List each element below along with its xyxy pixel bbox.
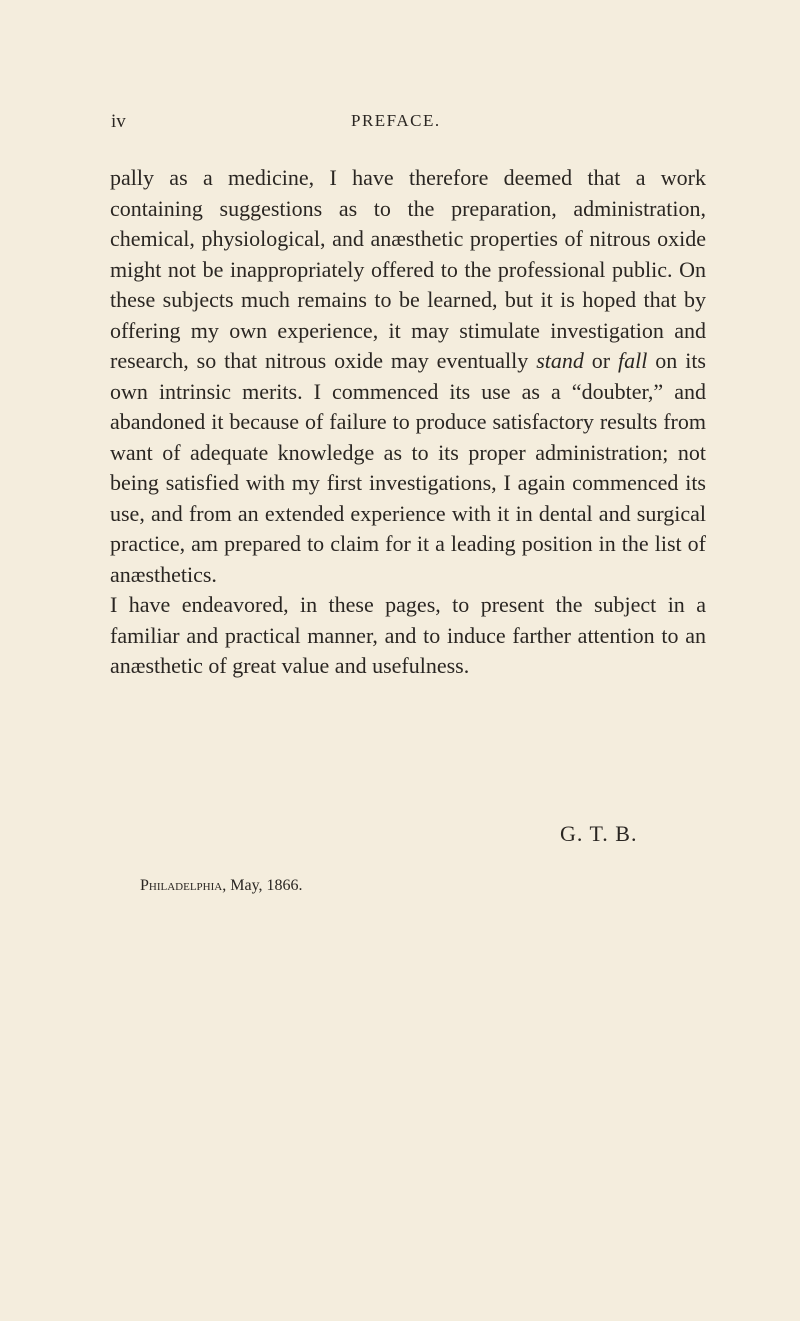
- paragraph-2: I have endeavored, in these pages, to present the subject in a familiar and practical manner, and to induce farther attention to an anæsthetic of great value and usefulness.: [110, 592, 706, 678]
- dateline-place: Philadelphia: [140, 877, 223, 894]
- emphasis-stand: stand: [536, 348, 584, 373]
- running-title: PREFACE.: [351, 111, 441, 130]
- dateline: [140, 877, 303, 895]
- dateline-date: , May, 1866.: [222, 877, 303, 894]
- paragraph-1: [110, 163, 706, 590]
- page-number: iv: [111, 111, 126, 132]
- running-head: [111, 111, 711, 141]
- paragraph-1-or: or: [583, 348, 619, 373]
- paragraph-1-text-b: on its own intrinsic merits. I commenced its use as a “doubter,” and abandoned it because of failure to produce satisfactory results from want of adequate knowledge as to its proper administration; not being satisfied with my first investigations, I again commenced its use, and from an extended experience with it in dental and surgical practice, am prepared to claim for it a leading position in the list of anæsthetics.: [110, 348, 706, 587]
- author-initials: G. T. B.: [560, 821, 638, 846]
- paragraph-1-text-a: pally as a medicine, I have therefore deemed that a work containing suggestions as to the preparation, administration, chemical, physiological, and anæsthetic properties of nitrous oxide might not be inappropriately offered to the professional public. On these subjects much remains to be learned, but it is hoped that by offering my own experience, it may stimulate investigation and research, so that nitrous oxide may eventually: [110, 165, 706, 373]
- preface-body: [110, 163, 706, 682]
- emphasis-fall: fall: [618, 348, 648, 373]
